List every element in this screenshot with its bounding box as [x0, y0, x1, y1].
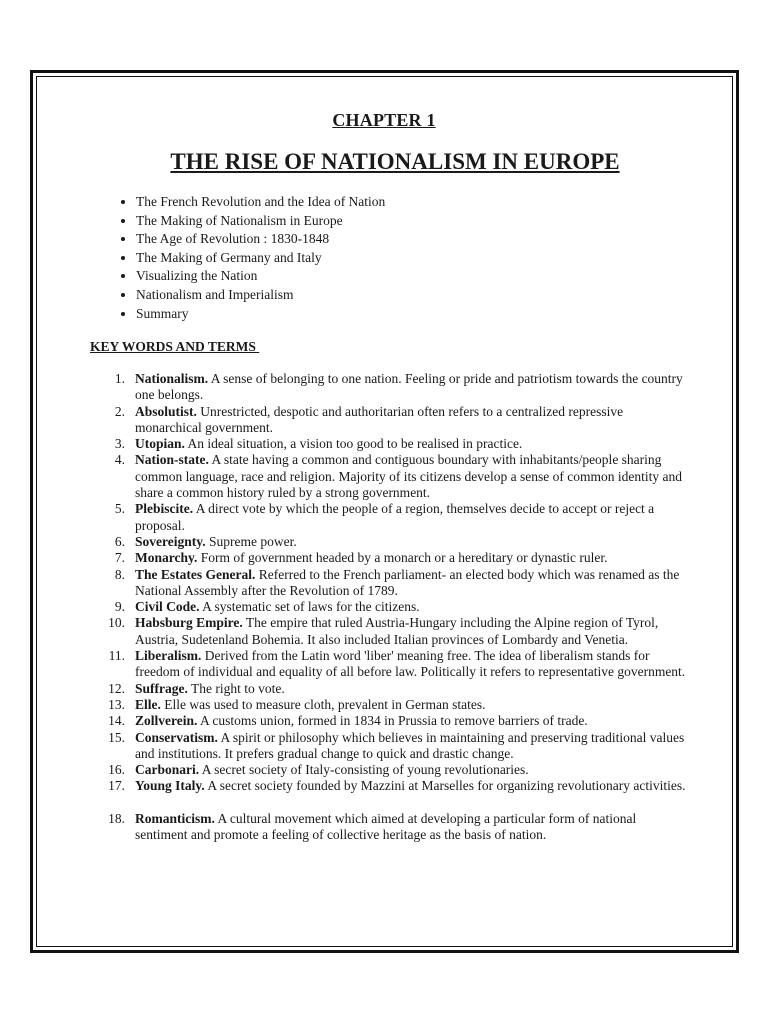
term-number: 4. — [114, 452, 125, 468]
term-definition: Elle was used to measure cloth, prevalent in German states. — [160, 696, 486, 712]
term-definition: The right to vote. — [187, 680, 285, 696]
term-name: Zollverein. — [135, 713, 198, 729]
term-item — [87, 681, 687, 697]
topic-item: • The Making of Germany and Italy — [136, 249, 385, 268]
term-name: Young Italy. — [135, 778, 205, 794]
term-item — [87, 762, 687, 778]
term-definition: A secret society founded by Mazzini at Marselles for organizing revolutionary activities. — [204, 778, 686, 794]
page-title: THE RISE OF NATIONALISM IN EUROPE — [170, 149, 620, 174]
term-number: 18. — [108, 810, 125, 826]
topic-item: • Summary — [136, 305, 385, 324]
key-words-heading: KEY WORDS AND TERMS — [90, 339, 260, 354]
term-name: Habsburg Empire. — [135, 615, 243, 631]
term-definition: A cultural movement which aimed at developing a particular form of national sentiment and promote a feeling of collective heritage as the basis of nation. — [135, 810, 637, 843]
term-number: 3. — [114, 436, 125, 452]
term-number: 16. — [108, 762, 125, 778]
term-number: 14. — [108, 713, 125, 729]
terms-list — [87, 371, 687, 843]
term-item — [87, 811, 687, 844]
term-item — [87, 371, 687, 404]
term-number: 1. — [114, 371, 125, 386]
term-definition: An ideal situation, a vision too good to be realised in practice. — [184, 436, 523, 452]
chapter-label: CHAPTER 1 — [332, 110, 436, 130]
term-number: 8. — [114, 566, 125, 582]
term-item — [87, 697, 687, 713]
term-item — [87, 778, 687, 794]
term-definition: A direct vote by which the people of a region, themselves decide to accept or reject a proposal. — [135, 501, 655, 533]
term-number: 11. — [108, 648, 125, 664]
term-definition: A state having a common and contiguous boundary with inhabitants/people sharing common language, race and religion. Majority of its citizens develop a sense of common identity and share a common history ruled by a strong government. — [135, 452, 682, 501]
term-name: Romanticism. — [135, 810, 215, 826]
topic-item: • Visualizing the Nation — [136, 267, 385, 286]
term-name: Sovereignty. — [135, 533, 206, 549]
term-name: Monarchy. — [135, 550, 198, 566]
term-name: Conservatism. — [135, 729, 218, 745]
term-item — [87, 730, 687, 763]
term-definition: Supreme power. — [205, 533, 297, 549]
term-name: Liberalism. — [135, 648, 202, 664]
term-number: 13. — [108, 696, 125, 712]
term-name: Plebiscite. — [135, 501, 194, 517]
term-item — [87, 615, 687, 648]
term-definition: A sense of belonging to one nation. Feeling or pride and patriotism towards the country one belongs. — [135, 371, 683, 403]
term-item — [87, 550, 687, 566]
term-number: 6. — [114, 533, 125, 549]
term-number: 17. — [108, 778, 125, 794]
term-definition: Derived from the Latin word 'liber' meaning free. The idea of liberalism stands for freedom of individual and equality of all before law. Politically it refers to representative government. — [135, 648, 686, 680]
term-name: Elle. — [135, 696, 161, 712]
term-number: 15. — [108, 729, 125, 745]
term-definition: A customs union, formed in 1834 in Prussia to remove barriers of trade. — [197, 713, 588, 729]
term-item — [87, 648, 687, 681]
term-item — [87, 452, 687, 501]
term-definition: The empire that ruled Austria-Hungary including the Alpine region of Tyrol, Austria, Sudetenland Bohemia. It also included Italian provinces of Lombardy and Venetia. — [135, 615, 659, 647]
term-number: 12. — [108, 680, 125, 696]
topic-item: • The Age of Revolution : 1830-1848 — [136, 230, 385, 249]
term-name: Carbonari. — [135, 762, 200, 778]
term-definition: A systematic set of laws for the citizens. — [199, 599, 420, 615]
term-definition: Form of government headed by a monarch or a hereditary or dynastic ruler. — [197, 550, 608, 566]
term-definition: A secret society of Italy-consisting of young revolutionaries. — [199, 762, 529, 778]
term-name: Utopian. — [135, 436, 185, 452]
term-item — [87, 436, 687, 452]
term-name: Nationalism. — [135, 371, 209, 386]
term-number: 5. — [114, 501, 125, 517]
term-name: Absolutist. — [135, 403, 197, 419]
term-definition: Unrestricted, despotic and authoritarian often refers to a centralized repressive monarchical government. — [135, 403, 624, 435]
topics-list — [95, 193, 385, 323]
term-definition: A spirit or philosophy which believes in maintaining and preserving traditional values and institutions. It prefers gradual change to quick and drastic change. — [135, 729, 685, 761]
term-item — [87, 501, 687, 534]
term-item — [87, 534, 687, 550]
topic-item: • Nationalism and Imperialism — [136, 286, 385, 305]
term-item — [87, 567, 687, 600]
term-number: 2. — [114, 403, 125, 419]
term-name: Suffrage. — [135, 680, 188, 696]
term-number: 10. — [108, 615, 125, 631]
term-definition: Referred to the French parliament- an elected body which was renamed as the National Assembly after the Revolution of 1789. — [135, 566, 680, 598]
topic-item: • The French Revolution and the Idea of Nation — [136, 193, 385, 212]
term-name: Nation-state. — [135, 452, 209, 468]
term-number: 7. — [114, 550, 125, 566]
term-number: 9. — [114, 599, 125, 615]
topic-item: • The Making of Nationalism in Europe — [136, 212, 385, 231]
term-item — [87, 713, 687, 729]
term-item — [87, 404, 687, 437]
term-name: Civil Code. — [135, 599, 200, 615]
term-name: The Estates General. — [135, 566, 256, 582]
term-item — [87, 599, 687, 615]
